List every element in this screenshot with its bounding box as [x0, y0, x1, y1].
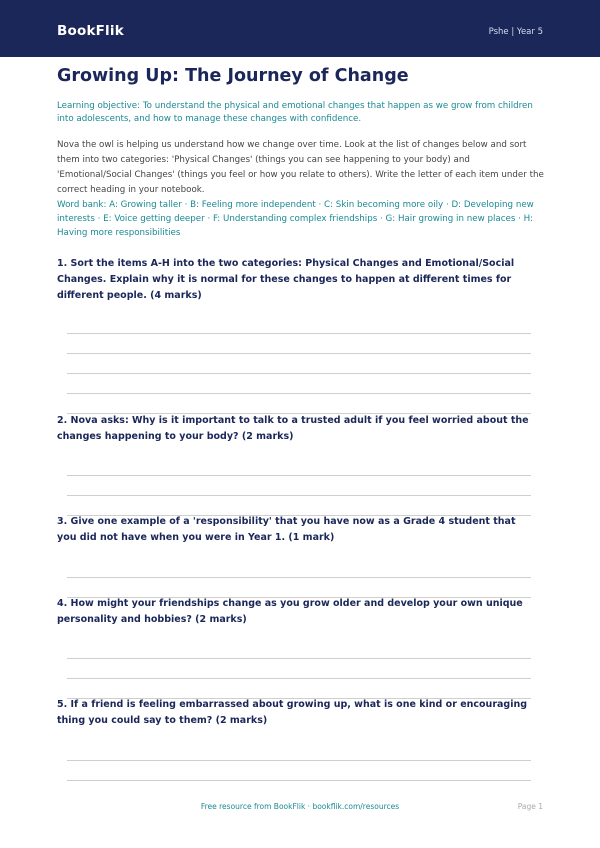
answer-line	[67, 577, 531, 578]
answer-line	[67, 393, 531, 394]
intro-text: Nova the owl is helping us understand how we change over time. Look at the list of changes below and sort them into two categories: 'Physical Changes' (things you can see happening to your body) and 'Emotional/Social Changes' (things you feel or how you relate to others). Write the letter of each item under the correct heading in your notebook.	[57, 140, 544, 195]
answer-line	[67, 658, 531, 659]
header-bar	[0, 0, 600, 57]
answer-line	[67, 780, 531, 781]
answer-line	[67, 373, 531, 374]
question-5: 5. If a friend is feeling embarrassed about growing up, what is one kind or encouraging thing you could say to them? (2 marks)	[57, 699, 528, 726]
page-title: Growing Up: The Journey of Change	[57, 66, 409, 86]
footer-text: Free resource from BookFlik · bookflik.com/resources	[200, 802, 400, 811]
brand-logo: BookFlik	[57, 23, 124, 39]
answer-line	[67, 678, 531, 679]
answer-line	[67, 333, 531, 334]
answer-line	[67, 353, 531, 354]
word-bank: Word bank: A: Growing taller · B: Feeling more independent · C: Skin becoming more oily · D: Developing new interests · E: Voice getting deeper · F: Understanding complex friendships · G: Hair growing in new places · H: Having more responsibilities	[57, 200, 534, 238]
learning-objective: Learning objective: To understand the physical and emotional changes that happen as we grow from children into adolescents, and how to manage these changes with confidence.	[57, 101, 533, 124]
question-3: 3. Give one example of a 'responsibility' that you have now as a Grade 4 student that you did not have when you were in Year 1. (1 mark)	[57, 516, 516, 543]
question-1: 1. Sort the items A-H into the two categories: Physical Changes and Emotional/Social Changes. Explain why it is normal for these changes to happen at different times for different people. (4 marks)	[57, 258, 515, 301]
subject-year: Pshe | Year 5	[488, 27, 543, 37]
question-2: 2. Nova asks: Why is it important to talk to a trusted adult if you feel worried about the changes happening to your body? (2 marks)	[57, 415, 529, 442]
answer-line	[67, 495, 531, 496]
page-number: Page 1	[517, 802, 543, 811]
question-4: 4. How might your friendships change as you grow older and develop your own unique personality and hobbies? (2 marks)	[57, 598, 523, 625]
answer-line	[67, 760, 531, 761]
answer-line	[67, 475, 531, 476]
